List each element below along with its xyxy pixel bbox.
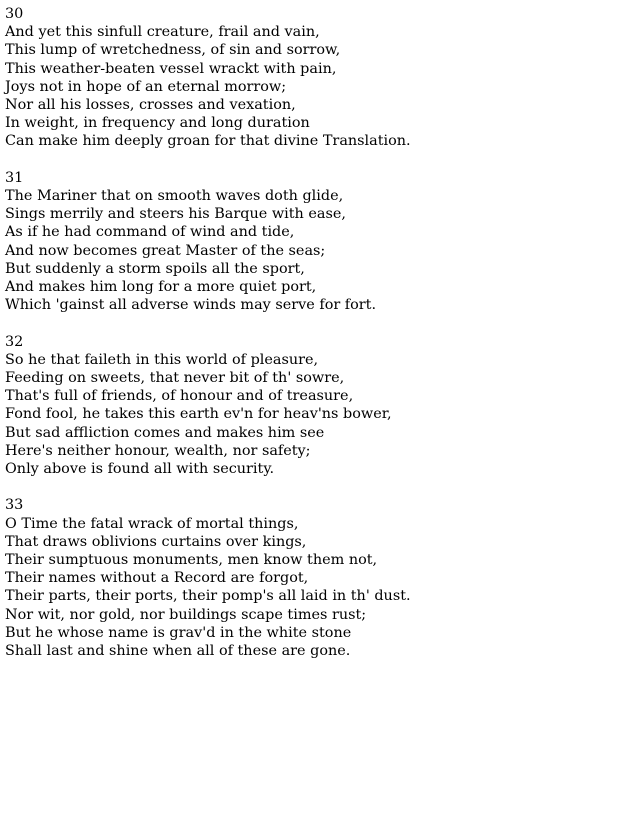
stanza-number: 33	[5, 497, 24, 514]
stanza-32	[5, 333, 625, 479]
verse-line: In weight, in frequency and long duration	[5, 115, 310, 132]
stanza-number: 31	[5, 169, 24, 186]
stanza-30	[5, 5, 625, 151]
verse-line: This lump of wretchedness, of sin and sorrow,	[5, 42, 341, 59]
verse-line: Nor all his losses, crosses and vexation,	[5, 97, 296, 114]
verse-line: But sad affliction comes and makes him see	[5, 424, 325, 441]
verse-line: And makes him long for a more quiet port,	[5, 279, 317, 296]
verse-line: Their names without a Record are forgot,	[5, 570, 309, 587]
stanza-33	[5, 496, 625, 660]
verse-line: Fond fool, he takes this earth ev'n for heav'ns bower,	[5, 406, 392, 423]
verse-line: Sings merrily and steers his Barque with ease,	[5, 206, 346, 223]
verse-line: But suddenly a storm spoils all the sport,	[5, 260, 305, 277]
verse-line: Feeding on sweets, that never bit of th' sowre,	[5, 370, 345, 387]
verse-line: Which 'gainst all adverse winds may serve for fort.	[5, 297, 377, 314]
verse-line: Their sumptuous monuments, men know them not,	[5, 552, 378, 569]
verse-line: Here's neither honour, wealth, nor safety;	[5, 442, 311, 459]
verse-line: The Mariner that on smooth waves doth glide,	[5, 188, 344, 205]
verse-line: Joys not in hope of an eternal morrow;	[5, 78, 287, 95]
poem-page	[5, 5, 625, 678]
stanza-number: 30	[5, 6, 24, 22]
verse-line: That's full of friends, of honour and of treasure,	[5, 388, 354, 405]
verse-line: But he whose name is grav'd in the white stone	[5, 624, 352, 641]
verse-line: And now becomes great Master of the seas;	[5, 242, 326, 259]
stanza-31	[5, 169, 625, 315]
verse-line: Only above is found all with security.	[5, 461, 275, 478]
verse-line: And yet this sinfull creature, frail and vain,	[5, 24, 320, 41]
stanza-number: 32	[5, 333, 24, 350]
verse-line: Their parts, their ports, their pomp's all laid in th' dust.	[5, 588, 411, 605]
verse-line: As if he had command of wind and tide,	[5, 224, 295, 241]
verse-line: Nor wit, nor gold, nor buildings scape times rust;	[5, 606, 367, 623]
verse-line: O Time the fatal wrack of mortal things,	[5, 515, 299, 532]
verse-line: Can make him deeply groan for that divine Translation.	[5, 133, 411, 150]
verse-line: That draws oblivions curtains over kings,	[5, 533, 307, 550]
verse-line: Shall last and shine when all of these are gone.	[5, 643, 351, 660]
verse-line: This weather-beaten vessel wrackt with pain,	[5, 60, 337, 77]
verse-line: So he that faileth in this world of pleasure,	[5, 351, 319, 368]
